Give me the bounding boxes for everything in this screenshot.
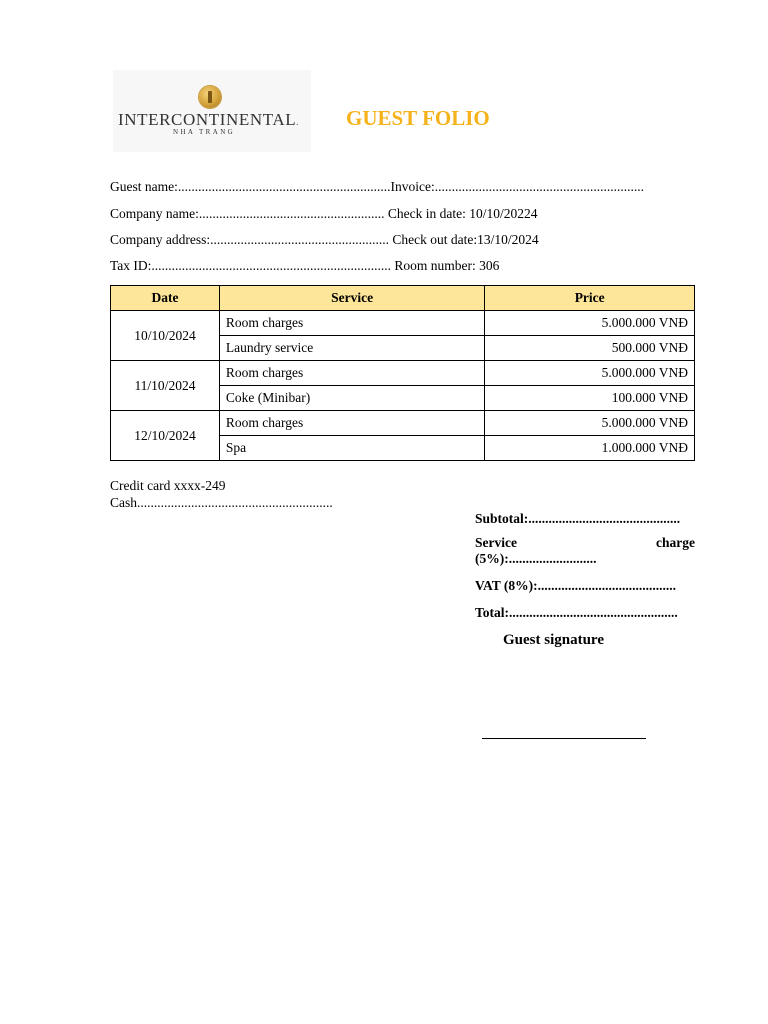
header-price: Price	[485, 286, 695, 311]
tax-id-field: Tax ID:.......................................................................	[110, 258, 392, 273]
table-row	[111, 311, 695, 336]
info-row-tax	[110, 258, 499, 274]
subtotal-line	[475, 511, 695, 527]
cash-line: Cash..........................................................	[110, 495, 333, 510]
logo-emblem-icon	[199, 86, 221, 108]
header-service: Service	[219, 286, 484, 311]
info-row-guest	[110, 179, 644, 195]
service-cell: Laundry service	[219, 336, 484, 361]
header-date: Date	[111, 286, 220, 311]
service-cell: Spa	[219, 436, 484, 461]
service-charge-word: Service	[475, 535, 517, 550]
invoice-field: Invoice:..............................................................	[390, 179, 644, 194]
table-header-row	[111, 286, 695, 311]
service-charge-line	[475, 535, 695, 567]
check-out-date: Check out date:13/10/2024	[392, 232, 539, 247]
company-name-field: Company name:.......................................................	[110, 206, 385, 221]
signature-line	[482, 738, 646, 739]
price-cell: 5.000.000 VNĐ	[485, 361, 695, 386]
service-cell: Coke (Minibar)	[219, 386, 484, 411]
price-cell: 100.000 VNĐ	[485, 386, 695, 411]
date-cell: 10/10/2024	[111, 311, 220, 361]
price-cell: 1.000.000 VNĐ	[485, 436, 695, 461]
date-cell: 12/10/2024	[111, 411, 220, 461]
company-address-field: Company address:.....................................................	[110, 232, 389, 247]
document-title: GUEST FOLIO	[346, 106, 490, 130]
logo-hotel-name: INTERCONTINENTAL.	[118, 110, 299, 129]
total-line	[475, 605, 695, 621]
vat-line	[475, 578, 695, 594]
credit-card-line: Credit card xxxx-249	[110, 478, 226, 493]
table-row	[111, 361, 695, 386]
info-row-company	[110, 206, 537, 222]
folio-table	[110, 285, 695, 461]
service-charge-rate: (5%):..........................	[475, 551, 597, 566]
total-label: Total:..................................................	[475, 605, 678, 620]
service-cell: Room charges	[219, 411, 484, 436]
vat-label: VAT (8%):.........................................	[475, 578, 677, 593]
service-charge-word-2: charge	[656, 535, 695, 550]
date-cell: 11/10/2024	[111, 361, 220, 411]
service-cell: Room charges	[219, 361, 484, 386]
logo-location: NHA TRANG	[173, 128, 236, 136]
price-cell: 5.000.000 VNĐ	[485, 411, 695, 436]
price-cell: 500.000 VNĐ	[485, 336, 695, 361]
guest-name-field: Guest name:...............................................................	[110, 179, 391, 194]
subtotal-label: Subtotal:.............................................	[475, 511, 681, 526]
price-cell: 5.000.000 VNĐ	[485, 311, 695, 336]
hotel-logo	[113, 70, 311, 152]
service-cell: Room charges	[219, 311, 484, 336]
guest-signature-label: Guest signature	[503, 632, 604, 648]
table-row	[111, 411, 695, 436]
check-in-date: Check in date: 10/10/20224	[387, 206, 538, 221]
room-number: Room number: 306	[394, 258, 500, 273]
info-row-address	[110, 232, 539, 248]
